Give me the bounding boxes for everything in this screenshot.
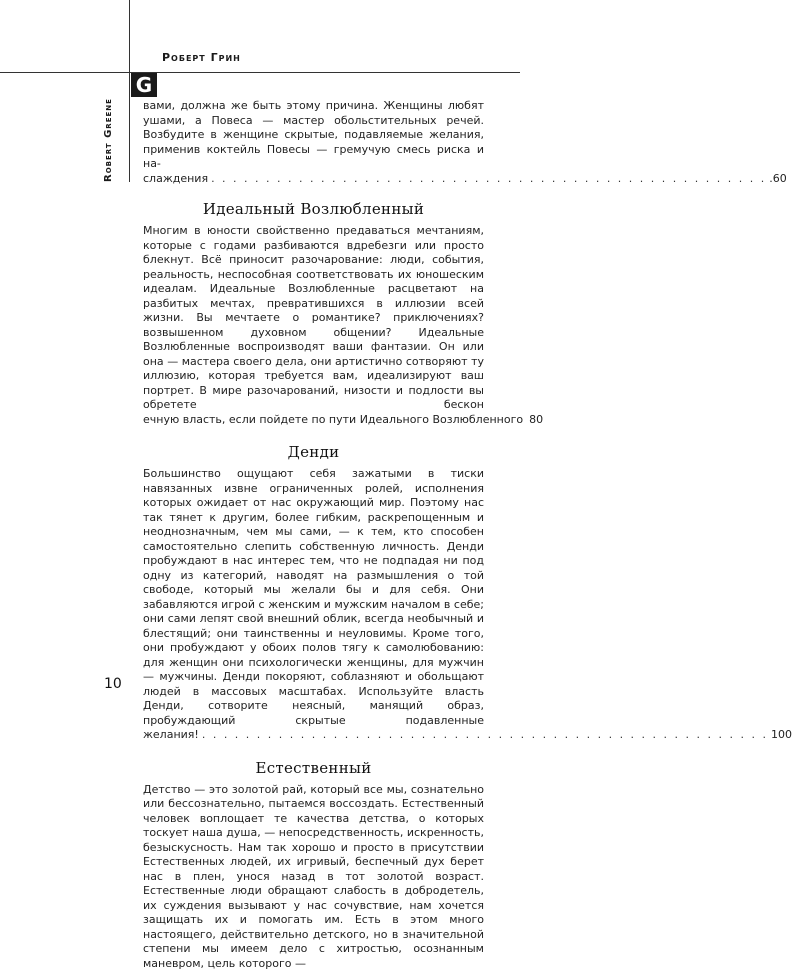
section-body: Большинство ощущают себя зажатыми в тиски навязанных извне ограниченных ролей, исполнения которых ожидает от нас окружающий мир. Поэтому нас так тянет к другим, более гибким, раскрепощенным и неоднозначным, чем мы сами, — к тем, кто способен самостоятельно слепить собственную личность. Денди пробуждают в нас интерес тем, что не подпадая ни под одну из категорий, наводят на размышления о той свободе, который мы желали бы и для себя. Они забавляются игрой с женским и мужским началом в себе; они сами лепят свой внешний облик, всегда необычный и блестящий; они таинственны и неуловимы. Кроме того, они пробуждают у обоих полов тягу к самолюбованию: для женщин они психологически женщины, для мужчин — мужчины. Денди покоряют, соблазняют и обольщают людей в массовых масштабах. Используйте власть Денди, сотворите неясный, манящий образ, пробуждающий скрытые подавленные [143,467,484,728]
section-title-ideal-lover: Идеальный Возлюбленный [143,200,484,218]
intro-block [143,99,484,186]
side-author-name: Robert Greene [103,98,114,182]
header-vertical-rule [129,0,130,182]
section-page-ref: 100 [771,728,792,743]
page-number: 10 [104,676,122,692]
section-leader-line [143,413,484,428]
intro-leader-line [143,172,484,187]
header-horizontal-rule [0,72,520,73]
section-last-line: ечную власть, если пойдете по пути Идеального Возлюбленного [143,413,523,428]
section-body: Многим в юности свойственно предаваться мечтаниям, которые с годами разбиваются вдребезги или просто блекнут. Всё приносит разочарование: люди, события, реальность, неспособная соответствовать их юношеским идеалам. Идеальные Возлюбленные расцветают на разбитых мечтах, превратившихся в иллюзии всей жизни. Вы мечтаете о романтике? приключениях? возвышенном духовном общении? Идеальные Возлюбленные воспроизводят ваши фантазии. Он или она — мастера своего дела, они артистично сотворяют ту иллюзию, которая требуется вам, идеализируют ваш портрет. В мире разочарований, низости и подлости вы обретете бескон [143,224,484,413]
section-natural [143,783,484,971]
intro-last-line: слаждения [143,172,208,187]
section-title-dandy: Денди [143,443,484,461]
intro-paragraph: вами, должна же быть этому причина. Женщины любят ушами, а Повеса — мастер обольстительных речей. Возбудите в женщине скрытые, подавляемые желания, применив коктейль Повесы — гремучую смесь риска и на- [143,99,484,172]
intro-page-ref: .60 [769,172,787,187]
section-ideal-lover [143,224,484,427]
logo-g-mark: G [131,73,157,97]
section-leader-line [143,728,484,743]
section-last-line: желания! [143,728,199,743]
leader-dots: . . . . . . . . . . . . . . . . . . . . . . . . . . . . . . . . . . . . . . . . . . . . . . . . . . . . [202,728,768,743]
section-page-ref: 80 [529,413,543,428]
leader-dots: . . . . . . . . . . . . . . . . . . . . . . . . . . . . . . . . . . . . . . . . . . . . . . . . . . . [211,172,766,187]
section-dandy [143,467,484,743]
section-body: Детство — это золотой рай, который все мы, сознательно или бессознательно, пытаемся воссоздать. Естественный человек воплощает те качества детства, о которых тоскует наша душа, — непосредственность, искренность, безыскусность. Нам так хорошо и просто в присутствии Естественных людей, их игривый, беспечный дух берет нас в плен, унося назад в тот золотой возраст. Естественные люди обращают слабость в добродетель, их суждения вызывают у нас сочувствие, нам хочется защищать их и помогать им. Есть в этом много настоящего, действительно детского, но в значительной степени мы имеем дело с хитростью, осознанным маневром, цель которого — [143,783,484,971]
running-head: Роберт Грин [162,51,241,64]
section-title-natural: Естественный [143,759,484,777]
page-content [143,99,484,971]
